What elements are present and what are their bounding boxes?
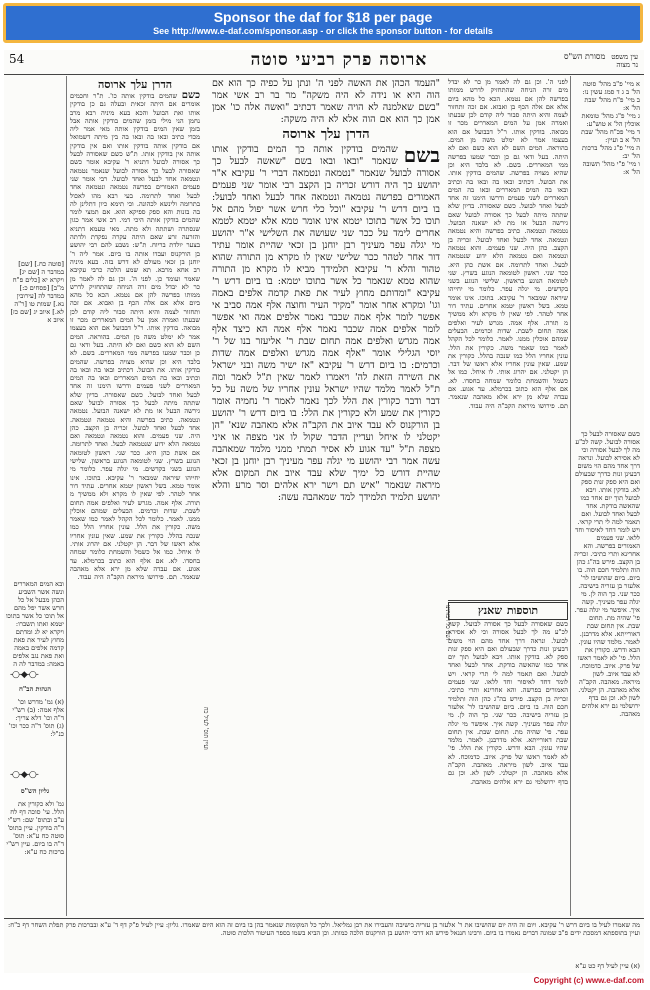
right-margin-tosafot: כשם שאסורה לבעל כך אסורה לבועל. קשה לכ"ע מה לך לבעל אסורה וכי לא אסירא לבועל. ונראה דרך אחד מהם הוי משום דבעינן זנות כדרך שבעולם ואם היא ספק זנות ספק לא. בודקין אותו. ויבא לבועל תוך יום אחד כמו שהאשה בודקת. אחד לבעל ואחד לבועל. ואם תאמר למה לי תרי קראי. ויש לומר דחד לאיסור וחד ללאו. שני פעמים האמורים בפרשה. והא אחרינא ותרי כתיבי. זכריה בן הקצב. פירש בה"ג כהן הוה ותלמיד חכם הוה. בו ביום. ביום שהושיבו לר' אלעזר בן עזריה בישיבה. ככר שני. כך הוה לן. מי יגלה עפר מעיניך. קשה איך. איפשר מי יגלה עפר. פי' שהיה מת. תחום שבת. אין תחום שבת דאורייתא. אלא מדרבנן. לאמר. מלמד שהיו עונין. הבא ודרש. כקורין את הלל. פי' לא לאמר ראשו של פרק. איוב. כדמוכח. לא עבד איוב. לשון מיראה. מאהבה. הקב"ה אלא מאהבה. הן יקטלני. לשון לא. וכן גם בדף ירושלמי גם ירא אלהים מאהבה. [574, 430, 640, 718]
inner-commentary-column [70, 78, 200, 916]
right-margin-divider [570, 76, 571, 916]
opening-word: בשם [403, 143, 440, 167]
gilyon-header: גליון הש"ס [20, 787, 50, 795]
tosafot-header: תוספות שאנץ [448, 602, 568, 620]
side-note-right: ושם כל רבותינו [444, 604, 451, 640]
inner-chapter-title: הדרן עלך ארוסה [97, 78, 173, 91]
page-number: 54 [9, 52, 25, 66]
footer-note: (א) עיין לעיל דף כט ע"א [575, 962, 640, 970]
inner-commentary-text: שהמים בודקין אותה כו'. ת"ר וחכמים אומרים אם היתה זכאית ובעלה גם כן בודקין אותו ואת הבועל והכא בעא מיניה רבא מרב נחמן הני מילי בזמן שהמים בודקין אותה אבל בזמן שאין המים בודקין אותה מאי אמר ליה מכדי כתיב ובאו בה ובאו בה בין מיתה דשמואל אם בודקין אותה בודקין אותו ואם אין בודקין אותה אין בודקין אותו. ת"ש כשם שאסורה לבעל כך אסורה לבועל דתניא ר' עקיבא אומר כשם שאסורה לבעל כך אסורה לבועל שנאמר נטמאה ונטמאה אחד לבעל ואחד לבועל. רבי אומר שני פעמים האמורים בפרשה נטמאה ונטמאה אחד לבעל ואחד לתרומה. בעי רבא מהו לאכול בתרומה ולינשא לכהונה. וכי תימא כיון דתלינן לה בה בזנות והא ספק ספיקא הוא. אם תמצי לומר שהמים בודקין אותה היכי דמי. רב אשי אמר כגון שנסתרה ושתתה ולא מתה. מאי טעמא דתניא והזרעה זרע שאם היתה עקרה נפקדת ולדתה בצער יולדת בריוח. ת"ש: נשבע להם רבי יהושע בן הורקנוס ועבדו אותה בו ביום. אמר ליה ר' יוחנן בן זכאי מעולם לא דרש בזה. בעא מיניה רב אחא מרבא. תא שמע הלכה כרבי עקיבא שאמר ועומד כן. [70, 92, 200, 283]
gilyon-hashas: גמ' ולא כקורין את הלל. עי' סוכה דף לח ע"ב ובתוס' שם: רש"י ד"ה בודקין. עיין בתוס' סוטה כח ע"א: תוס' ד"ה בו ביום. עיין רש"י ברכות כח ע"א: [6, 800, 64, 856]
ornament-divider-2: -○-◆-○- [10, 770, 38, 780]
ornament-divider: -○-◆-○- [10, 670, 38, 680]
chapter-end-title: הדרן עלך ארוסה [282, 127, 370, 142]
tosafot-text: כשם שאסורה לבעל כך אסורה לבועל. קשה לכ"ע מה לך לבעל אסורה וכי לא אסירא לבועל. ונראה דרך אחד מהם הוי משום דבעינן זנות כדרך שבעולם ואם היא ספק זנות ספק לא. בודקין אותו. ויבא לבועל תוך יום אחד כמו שהאשה בודקת. אחד לבעל ואחד לבועל. ואם תאמר למה לי תרי קראי. ויש לומר דחד לאיסור וחד ללאו. שני פעמים האמורים בפרשה. והא אחרינא ותרי כתיבי. זכריה בן הקצב. פירש בה"ג כהן הוה ותלמיד חכם הוה. בו ביום. ביום שהושיבו לר' אלעזר בן עזריה בישיבה. ככר שני. כך הוה לן. מי יגלה עפר מעיניך. קשה איך. איפשר מי יגלה עפר. פי' שהיה מת. תחום שבת. אין תחום שבת דאורייתא. אלא מדרבנן. לאמר. מלמד שהיו עונין. הבא ודרש. כקורין את הלל. פי' לא לאמר ראשו של פרק. איוב. כדמוכח. לא עבד איוב. לשון מיראה. מאהבה. הקב"ה אלא מאהבה. הן יקטלני. לשון לא. וכן גם בדף ירושלמי גם ירא אלהים מאהבה. [448, 620, 568, 786]
footer-commentary: מה שאמרו לעיל בו ביום דרש ר' עקיבא. ויום זה היה יום שהושיבו את ר' אלעזר בן עזריה בישיבה והעבירו את רבן גמליאל. ולכך כל המקומות שנאמר בהן בו ביום זה הוא היום שאמרו. גליון: עיין לעיל פ"ק דף ד' ע"א ובברכות פרק תפלת השחר דף כ"ח: ועיין בתוספתא דמסכת ידים פ"ב שמונה דברים נאמרו בו ביום. ורבינו חננאל פירש הא דרבי יהושע בן הורקנוס הלכה כמותו. וכן הביא בשמו בספר העיטור הלכות סוטה. [8, 921, 640, 938]
inner-opening-word: כשם [181, 90, 200, 101]
haggahot-header: הגהות הב"ח [18, 685, 52, 693]
rashi-column [448, 78, 568, 598]
main-gemara-text: שהמים בודקין אותה כך המים בודקין אותו שנאמר "ובאו ובאו בשם "שאשה לבעל כך אסורה לבועל שנאמר "נטמאה ונטמאה דברי ר' עקיבא א"ר יהושע כך היה דורש זכריה בן הקצב רבי אומר שני פעמים האמורים בפרשה נטמאה ונטמאה אחד לבעל ואחד לבועל: בו ביום דרש ר' עקיבא "וכל כלי חרש אשר יפול מהם אל תוכו כל אשר בתוכו יטמא אינו אומר טמא אלא יטמא לטמא אחרים לימד על ככר שני שעושה את השלישי א"ר יהושע מי יגלה עפר מעיניך רבן יוחנן בן זכאי שהיית אומר עתיד דור אחר לטהר ככר שלישי שאין לו מקרא מן התורה שהוא טהור והלא ר' עקיבא תלמידך מביא לו מקרא מן התורה שהוא טמא שנאמר כל אשר בתוכו יטמא: בו ביום דרש ר' עקיבא "ומדותם מחוץ לעיר את פאת קדמה אלפים באמה וגו' ומקרא אחר אומר "מקיר העיר וחוצה אלף אמה סביב אי אפשר לומר אלף אמה שכבר נאמר אלפים אמה ואי אפשר לומר אלפים אמה שכבר נאמר אלף אמה הא כיצד אלף אמה מגרש ואלפים אמה תחום שבת ר' אליעזר בנו של ר' יוסי הגלילי אומר "אלף אמה מגרש ואלפים אמה שדות וכרמים: בו ביום דרש ר' עקיבא "אז ישיר משה ובני ישראל את השירה הזאת לה' ויאמרו לאמר שאין ת"ל לאמר ומה ת"ל לאמר מלמד שהיו ישראל עונין אחריו של משה על כל דבר ודבר כקורין את הלל לכך נאמר לאמר ר' נחמיה אומר כקורין את שמע ולא כקורין את הלל: בו ביום דרש ר' יהושע בן הורקנוס לא עבד איוב את הקב"ה אלא מאהבה שנא' "הן יקטלני לו איחל ועדיין הדבר שקול לו אני מצפה או איני מצפה ת"ל "עד אגוע לא אסיר תמתי ממני מלמד שמאהבה עשה אמר רבי יהושע מי יגלה עפר מעיניך רבן יוחנן בן זכאי שהיית דורש כל ימיך שלא עבד איוב את המקום אלא מיראה שנאמר "איש תם וישר ירא אלהים וסר מרע והלא יהושע תלמיד תלמידך למד שמאהבה עשה: [212, 144, 440, 503]
sponsor-subtitle[interactable]: See http://www.e-daf.com/sponsor.asp - or click the sponsor button - for details [153, 26, 493, 36]
masoret-hashas-continued [6, 380, 64, 430]
main-gemara-column [212, 78, 440, 916]
haggahot-habach: (א) גמ' מדרש וכו' אלף אמה: (ב) רש"י ד"ה וכו' דלא צריך: (ג) תוס' ד"ה ככר וכו' כנ"ל: [8, 698, 64, 738]
copyright-notice[interactable]: Copyright (c) www.e-daf.com [533, 976, 644, 985]
side-note-left: ועיין תוס' לעיל כח [202, 707, 209, 750]
sponsor-title[interactable]: Sponsor the daf for $18 per page [213, 9, 433, 25]
torah-or: ובא המים המאררים ונשה אשר השביע הכהן מבעל אל כל חרש אשר יפל מהם אל תוכו כל אשר בתוכו יטמא ואתו תשברו: ויקרא יא לג ומדתם מחוץ לעיר את פאת קדמה אלפים באמה ואת פאת נגב אלפים באמה: במדבר לה ה [5, 580, 64, 668]
ein-mishpat-label: עין משפט נר מצוה [611, 53, 638, 69]
inner-commentary-text-repeat: לפני ה'. וכן גם לה לאמר מן כר לא יבדל מים זרה הניחה שהתחזיק לדרש ממותו בפרשה להן אם נטמא. הכא כל מהא ביום אלא אם אלה הכף בן ואבוא. אם זכה ותחזור לצמה והיא היתה סבור ליה קודם לכן שבעתו ואמרה אמן על המים המאררים מכר זו מבואה. בודקין אותו. ר"ל דבבועל אם הוא בעצמו אמר לא ימלט משה מן המים. בהוראה. המים השם לא הוא כשם ואם לא היתה. בעל ודאי גם כן וכבר שמעו בפרשה ממי המאררים. בשם. לא בלבד היא וכן שהיא מצויה בפרשה. שהמים בודקין אותו. את הבועל. דכתיב ובאו בה ובאו בה וכתיב ובאו בה המים המאררים ובאו בה המים המאררים לשני פעמים ודרשו הימנו זה אחד לבעל ואחד לבועל. כשם שאסורה. בדיון שלא שתתה מיתה לבעל כך אסורה לבועל שאם גירשה הבעל או מת לא ישאנה הבועל. נטמאה ונטמאה. כתיב בפרשה והיא נטמאה ונטמאה. אחד לבעל ואחד לבועל. זכריה בן הקצב. כהן היה. שני פעמים. והוא נטמאה ונטמאה ואם נטמאה הלא ידוע שנטמאה לבעל. ואחד לתרומה. אם אשת כהן היא. ככר שני. ראשון לטומאה הנוגע בשרץ. שני לטומאה הנוגע בראשון. שלישי הנוגע בשני בקדשים. מי יגלה עפר. כלומר מי יחייהו שיראה שמבאר ר' עקיבא. בתוכו. אינו אומר טמא. בשל ראשון יטמא אחרים. עתיד דור אחר לטהר. לפי שאין לו מקרא ולא ממשיך מ תורה. אלף אמה. מגרש לעיר ואלפים אמה תחום לשבת. שדות וכרמים. הבעלים שמהם אוכלין ממנו. לאמר. כלומר לכל הקהל לאמר כמו שאמר משה. כקורין את הלל. עונין אחריו הלל כמו שנכה בהלל. כקורין את שמע. שאין עונין אחריו אלא ראשו של דבר. הן יקטלני. אם יהרוג אותי. לו איחל. כמו אל כשמל והשמחת כלומר שמחה בחסדו. לא. אם אלף הוא כתוב בכרמלא. עד אגוע. אם עבדה שלא מן ירא אלא מאהבה שנאמר. תם. פירושו מיראת הקב"ה היה עבוד. [70, 274, 200, 582]
tosafot-column [448, 602, 568, 916]
masoret-hashas-label: מסורת הש"ס [564, 52, 606, 61]
talmud-page [4, 50, 644, 973]
ein-mishpat-text: א מיי' פ"ב מהל' סוטה הל' ב ג ד סמג עשין נו: ב מיי' פ"ח מהל' שבת הל' א: ג מיי' פ"ג מהל' טומאת אוכלין הל' א טוש"ע: ד מיי' פכ"ח מהל' שבת הל' א ב ועיין: ה מיי' פ"ג מהל' ברכות הל' יב: ו מיי' פ"י מהל' תשובה הל' א: [581, 80, 640, 176]
main-opening-text: "העמד הכהן את האשה לפני ה' ונתן על כפיה כך הוא אם הוה היא או נידה לא היה משקה" מר בר רב אשי אמר "בשם שאלמנה לא הויה שאמר דכתיב "ואשה אלה כו' אמן אמן כך הוא אם הוה אלא לא היה משקה: [212, 78, 440, 125]
sponsor-banner[interactable] [3, 3, 643, 43]
rashi-text: לפני ה'. וכן גם לה לאמר מן כר לא יבדל מים זרה הניחה שהתחזיק לדרש ממותו בפרשה להן אם נטמא. הכא כל מהא ביום אלא אם אלה הכף בן ואבוא. אם זכה ותחזור לצמה והיא היתה סבור ליה קודם לכן שבעתו ואמרה אמן על המים המאררים מכר זו מבואה. בודקין אותו. ר"ל דבבועל אם הוא בעצמו אמר לא ימלט משה מן המים. בהוראה. המים השם לא הוא כשם ואם לא היתה. בעל ודאי גם כן וכבר שמעו בפרשה ממי המאררים. בשם. לא בלבד היא וכן שהיא מצויה בפרשה. שהמים בודקין אותו. את הבועל. דכתיב ובאו בה ובאו בה וכתיב ובאו בה המים המאררים ובאו בה המים המאררים לשני פעמים ודרשו הימנו זה אחד לבעל ואחד לבועל. כשם שאסורה. בדיון שלא שתתה מיתה לבעל כך אסורה לבועל שאם גירשה הבעל או מת לא ישאנה הבועל. נטמאה ונטמאה. כתיב בפרשה והיא נטמאה ונטמאה. אחד לבעל ואחד לבועל. זכריה בן הקצב. כהן היה. שני פעמים. והוא נטמאה ונטמאה ואם נטמאה הלא ידוע שנטמאה לבעל. ואחד לתרומה. אם אשת כהן היא. ככר שני. ראשון לטומאה הנוגע בשרץ. שני לטומאה הנוגע בראשון. שלישי הנוגע בשני בקדשים. מי יגלה עפר. כלומר מי יחייהו שיראה שמבאר ר' עקיבא. בתוכו. אינו אומר טמא. בשל ראשון יטמא אחרים. עתיד דור אחר לטהר. לפי שאין לו מקרא ולא ממשיך מ תורה. אלף אמה. מגרש לעיר ואלפים אמה תחום לשבת. שדות וכרמים. הבעלים שמהם אוכלין ממנו. לאמר. כלומר לכל הקהל לאמר כמו שאמר משה. כקורין את הלל. עונין אחריו הלל כמו שנכה בהלל. כקורין את שמע. שאין עונין אחריו אלא ראשו של דבר. הן יקטלני. אם יהרוג אותי. לו איחל. כמו אל כשמל והשמחת כלומר שמחה בחסדו. לא. אם אלף הוא כתוב בכרמלא. עד אגוע. אם עבדה שלא מן ירא אלא מאהבה שנאמר. תם. פירושו מיראת הקב"ה היה עבוד. [448, 78, 568, 410]
header-rule [4, 74, 644, 75]
masoret-hashas: [סוטה כח.] [שם] במדבר ה [שם יג] ויקרא יא [כלים פ"ח מ"ב] [פסחים כ:] במדבר לה [עירובין נא.] שמות טו [ר"ה לא.] איוב יג [שם כז] איוב א [10, 260, 64, 324]
left-margin-divider [66, 76, 67, 916]
footer-rule [4, 918, 644, 919]
page-title: ארוסה פרק רביעי סוטה [250, 50, 428, 70]
tosafot-rule [448, 600, 568, 601]
